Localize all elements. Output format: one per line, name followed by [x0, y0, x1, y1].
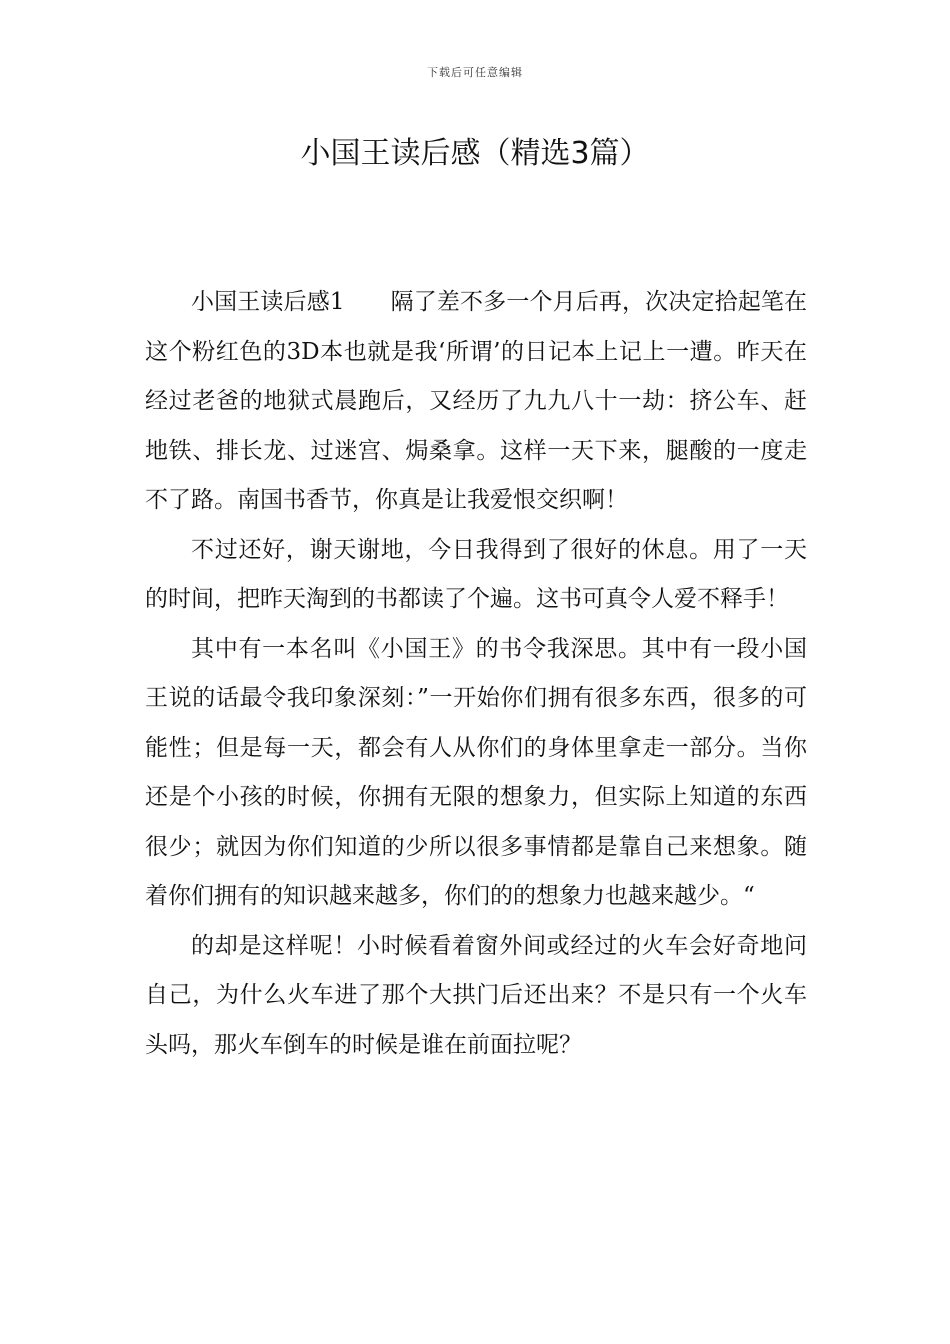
- paragraph-1-text: 隔了差不多一个月后再，次决定拾起笔在这个粉红色的3D本也就是我‘所谓’的日记本上记上一遭。昨天在经过老爸的地狱式晨跑后，又经历了九九八十一劫：挤公车、赶地铁、排长龙、过迷宫、焗桑拿。这样一天下来，腿酸的一度走不了路。南国书香节，你真是让我爱恨交织啊！: [145, 289, 808, 513]
- header-note: 下载后可任意编辑: [427, 66, 523, 79]
- document-title: 小国王读后感（精选3篇）: [300, 136, 650, 171]
- paragraph-3: 其中有一本名叫《小国王》的书令我深思。其中有一段小国王说的话最令我印象深刻：”一开始你们拥有很多东西，很多的可能性；但是每一天，都会有人从你们的身体里拿走一部分。当你还是个小孩的时候，你拥有无限的想象力，但实际上知道的东西很少；就因为你们知道的少所以很多事情都是靠自己来想象。随着你们拥有的知识越来越多，你们的的想象力也越来越少。“: [145, 635, 807, 909]
- paragraph-1: [145, 278, 807, 526]
- document-body: [145, 278, 807, 1070]
- section-label: 小国王读后感1: [191, 289, 345, 315]
- paragraph-4: 的却是这样呢！小时候看着窗外间或经过的火车会好奇地问自己，为什么火车进了那个大拱门后还出来？不是只有一个火车头吗，那火车倒车的时候是谁在前面拉呢？: [145, 932, 807, 1058]
- paragraph-2: 不过还好，谢天谢地，今日我得到了很好的休息。用了一天的时间，把昨天淘到的书都读了个遍。这书可真令人爱不释手！: [145, 536, 807, 612]
